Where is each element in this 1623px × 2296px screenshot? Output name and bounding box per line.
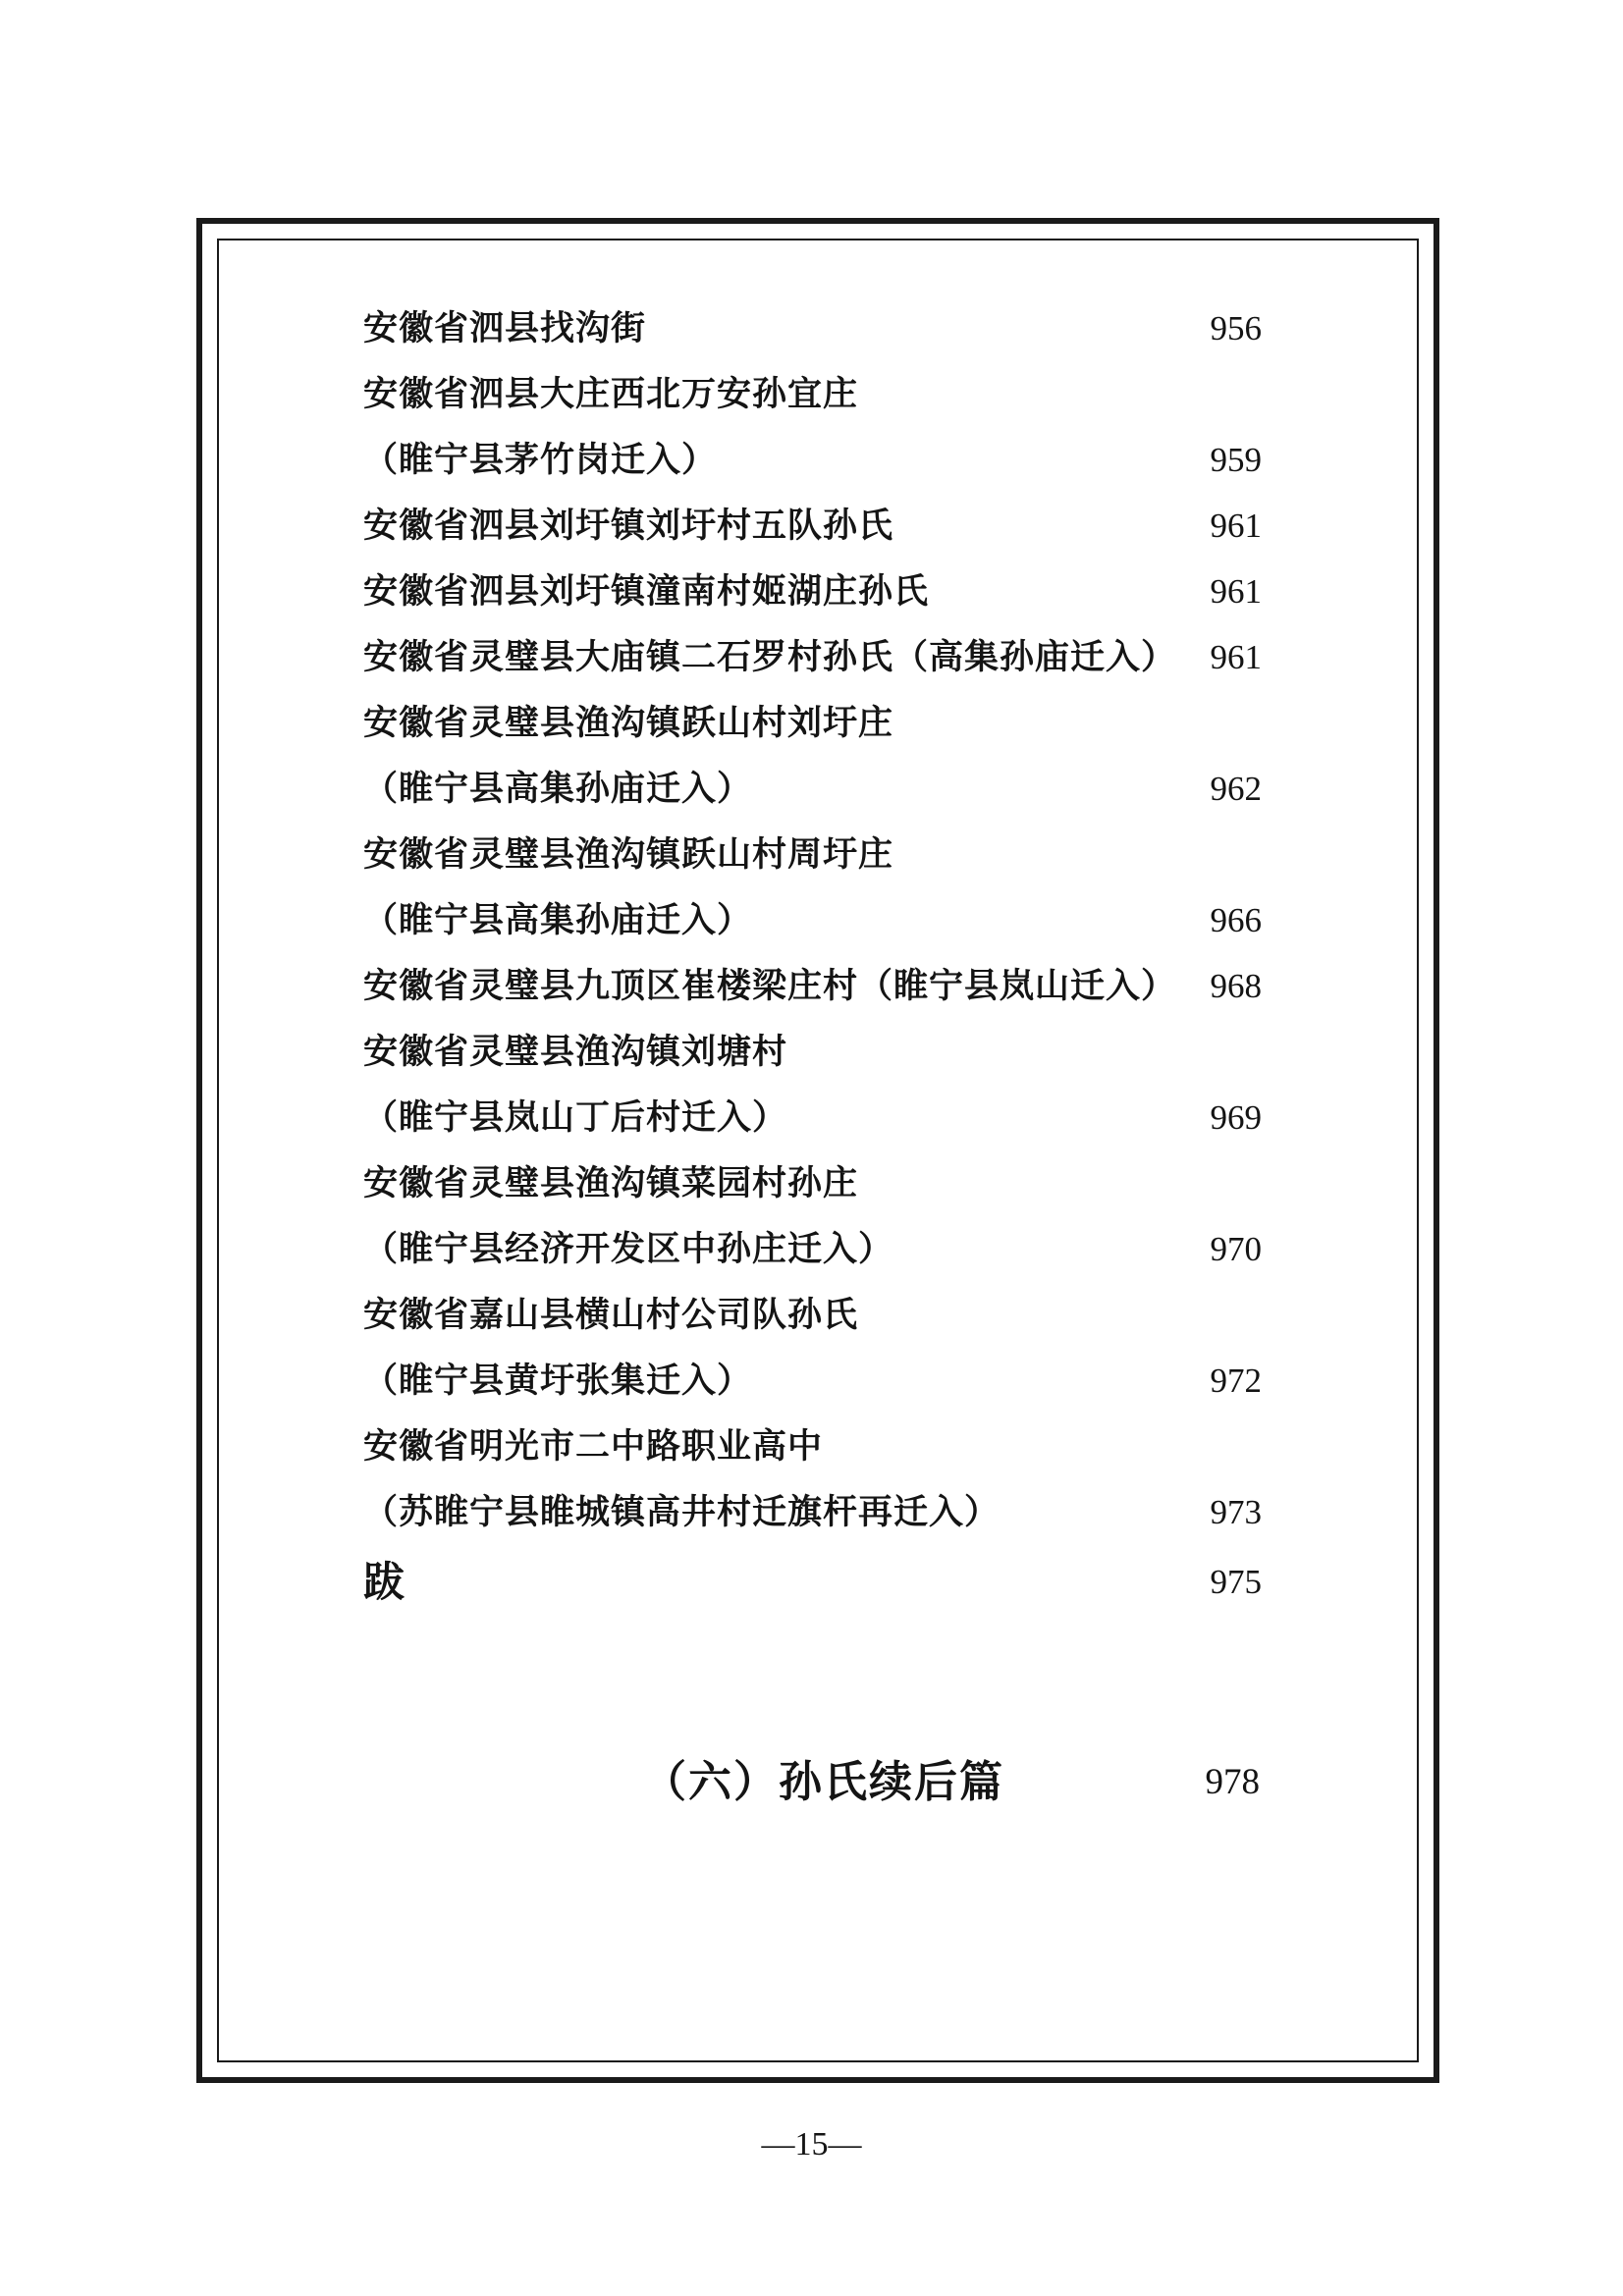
toc-entry bbox=[0, 760, 1623, 819]
toc-entry-title: 安徽省灵璧县渔沟镇刘塘村 bbox=[363, 1033, 788, 1072]
toc-entry bbox=[0, 1286, 1623, 1345]
toc-entry bbox=[0, 497, 1623, 556]
toc-entry-title: 安徽省嘉山县横山村公司队孙氏 bbox=[363, 1296, 859, 1335]
toc-entry bbox=[0, 1417, 1623, 1476]
toc-entry-page: 956 bbox=[1210, 309, 1262, 347]
toc-entry-page: 970 bbox=[1210, 1230, 1262, 1268]
toc-entry bbox=[0, 957, 1623, 1016]
toc-entry bbox=[0, 826, 1623, 884]
section-title: （六）孙氏续后篇 bbox=[643, 1757, 1004, 1807]
toc-entry bbox=[0, 562, 1623, 621]
toc-entry-postscript bbox=[0, 1553, 1623, 1612]
toc-entry-title: 安徽省灵璧县渔沟镇跃山村周圩庄 bbox=[363, 835, 894, 875]
toc-entry bbox=[0, 431, 1623, 490]
toc-entry-title: 安徽省灵璧县渔沟镇菜园村孙庄 bbox=[363, 1164, 859, 1203]
toc-entry bbox=[0, 1352, 1623, 1411]
toc-entry bbox=[0, 891, 1623, 950]
toc-entry-page: 972 bbox=[1210, 1362, 1262, 1400]
toc-entry bbox=[0, 694, 1623, 753]
toc-entry-page: 961 bbox=[1210, 572, 1262, 611]
toc-entry bbox=[0, 365, 1623, 424]
toc-entry-title: （苏睢宁县睢城镇高井村迁旗杆再迁入） bbox=[363, 1493, 1001, 1532]
toc-entry-title: （睢宁县经济开发区中孙庄迁入） bbox=[363, 1230, 894, 1269]
toc-entry-title: 跋 bbox=[363, 1558, 406, 1606]
toc-entry-title: 安徽省灵璧县大庙镇二石罗村孙氏（高集孙庙迁入） bbox=[363, 638, 1177, 677]
toc-entry bbox=[0, 1023, 1623, 1082]
toc-entry-title: 安徽省泗县刘圩镇刘圩村五队孙氏 bbox=[363, 507, 894, 546]
toc-entry-page: 968 bbox=[1210, 967, 1262, 1005]
toc-entry bbox=[0, 1483, 1623, 1542]
toc-entry-title: （睢宁县茅竹岗迁入） bbox=[363, 441, 718, 480]
toc-entry bbox=[0, 1220, 1623, 1279]
toc-entry-title: （睢宁县岚山丁后村迁入） bbox=[363, 1098, 788, 1138]
toc-entry-title: 安徽省泗县大庄西北万安孙宜庄 bbox=[363, 375, 859, 414]
toc-entry-page: 961 bbox=[1210, 507, 1262, 545]
toc-entry-page: 973 bbox=[1210, 1493, 1262, 1531]
section-page: 978 bbox=[1205, 1762, 1260, 1802]
toc-entry bbox=[0, 1089, 1623, 1148]
toc-entry-page: 959 bbox=[1210, 441, 1262, 479]
toc-entry-page: 962 bbox=[1210, 770, 1262, 808]
toc-entry bbox=[0, 299, 1623, 358]
toc-entry bbox=[0, 1154, 1623, 1213]
section-heading-row bbox=[0, 1753, 1623, 1812]
toc-entry-page: 961 bbox=[1210, 638, 1262, 676]
toc-entry bbox=[0, 628, 1623, 687]
toc-entry-title: 安徽省灵璧县九顶区崔楼梁庄村（睢宁县岚山迁入） bbox=[363, 967, 1177, 1006]
toc-entry-title: （睢宁县高集孙庙迁入） bbox=[363, 901, 753, 940]
toc-entry-title: 安徽省泗县刘圩镇潼南村姬湖庄孙氏 bbox=[363, 572, 930, 612]
toc-entry-title: （睢宁县高集孙庙迁入） bbox=[363, 770, 753, 809]
toc-entry-page: 975 bbox=[1210, 1563, 1262, 1601]
toc-entry-title: 安徽省灵璧县渔沟镇跃山村刘圩庄 bbox=[363, 704, 894, 743]
toc-entry-title: （睢宁县黄圩张集迁入） bbox=[363, 1362, 753, 1401]
page-number: —15— bbox=[761, 2126, 862, 2163]
toc-entry-page: 966 bbox=[1210, 901, 1262, 939]
toc-entry-title: 安徽省明光市二中路职业高中 bbox=[363, 1427, 824, 1467]
toc-entry-page: 969 bbox=[1210, 1098, 1262, 1137]
toc-entry-title: 安徽省泗县找沟街 bbox=[363, 309, 647, 348]
